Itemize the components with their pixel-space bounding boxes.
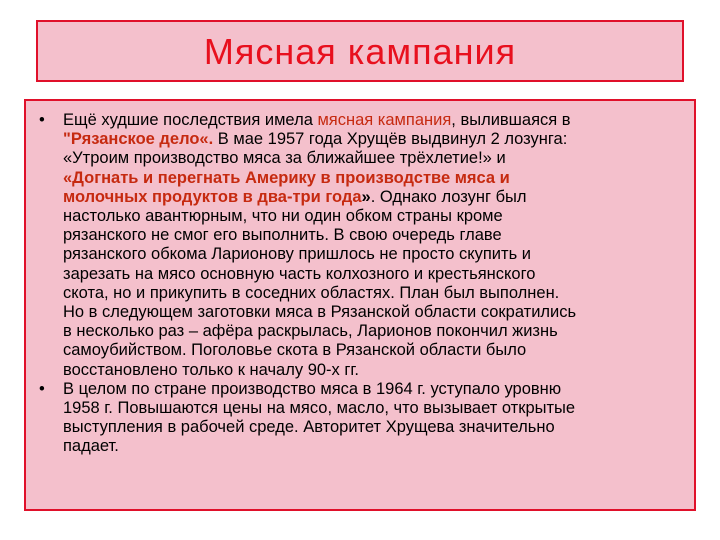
- text-segment: «Утроим производство мяса за ближайшее трёхлетие!» и: [63, 149, 506, 168]
- text-segment: В мае 1957 года Хрущёв выдвинул 2 лозунга:: [213, 130, 568, 149]
- text-line: [63, 341, 696, 360]
- text-line: [63, 380, 696, 399]
- content-box: [24, 99, 696, 511]
- text-segment: В целом по стране производство мяса в 1964 г. уступало уровню: [63, 379, 562, 398]
- highlighted-text: »: [361, 187, 371, 206]
- text-line: [63, 149, 696, 168]
- title-box: [36, 20, 684, 82]
- text-segment: восстановлено только к началу 90-х гг.: [63, 360, 359, 379]
- text-segment: рязанского не смог его выполнить. В свою очередь главе: [63, 226, 502, 245]
- text-segment: зарезать на мясо основную часть колхозного и крестьянского: [63, 264, 536, 283]
- text-segment: скота, но и прикупить в соседних областях. План был выполнен.: [63, 283, 560, 302]
- text-line: [63, 169, 696, 188]
- text-line: [63, 437, 696, 456]
- highlighted-text: молочных продуктов в два-три года: [63, 187, 362, 206]
- text-line: [63, 322, 696, 341]
- highlighted-text: мясная кампания: [317, 111, 452, 129]
- highlighted-text: "Рязанское дело«.: [63, 130, 214, 149]
- text-segment: в несколько раз – афёра раскрылась, Ларионов покончил жизнь: [63, 322, 558, 341]
- text-segment: , вылившаяся в: [451, 111, 571, 129]
- slide-title: Мясная кампания: [203, 31, 517, 72]
- bullet-mark: •: [39, 379, 45, 398]
- bullet-item: [36, 111, 696, 380]
- text-line: [63, 245, 696, 264]
- text-line: [63, 418, 696, 437]
- text-line: [63, 399, 696, 418]
- text-line: [63, 111, 696, 130]
- text-line: [63, 284, 696, 303]
- text-segment: падает.: [63, 437, 119, 456]
- text-line: [63, 226, 696, 245]
- text-line: [63, 188, 696, 207]
- text-segment: настолько авантюрным, что ни один обком страны кроме: [63, 207, 503, 226]
- text-line: [63, 303, 696, 322]
- bullet-list: [36, 111, 696, 457]
- text-line: [63, 130, 696, 149]
- text-line: [63, 207, 696, 226]
- text-segment: Ещё худшие последствия имела: [63, 111, 318, 129]
- text-segment: 1958 г. Повышаются цены на мясо, масло, что вызывает открытые: [63, 399, 576, 418]
- text-segment: выступления в рабочей среде. Авторитет Хрущева значительно: [63, 418, 555, 437]
- text-segment: самоубийством. Поголовье скота в Рязанской области было: [63, 341, 527, 360]
- bullet-item: [36, 380, 696, 457]
- text-segment: Но в следующем заготовки мяса в Рязанской области сократились: [63, 303, 577, 322]
- bullet-mark: •: [39, 111, 45, 129]
- text-segment: рязанского обкома Ларионову пришлось не просто скупить и: [63, 245, 531, 264]
- highlighted-text: «Догнать и перегнать Америку в производстве мяса и: [63, 168, 510, 187]
- text-segment: . Однако лозунг был: [370, 187, 527, 206]
- text-line: [63, 361, 696, 380]
- text-line: [63, 265, 696, 284]
